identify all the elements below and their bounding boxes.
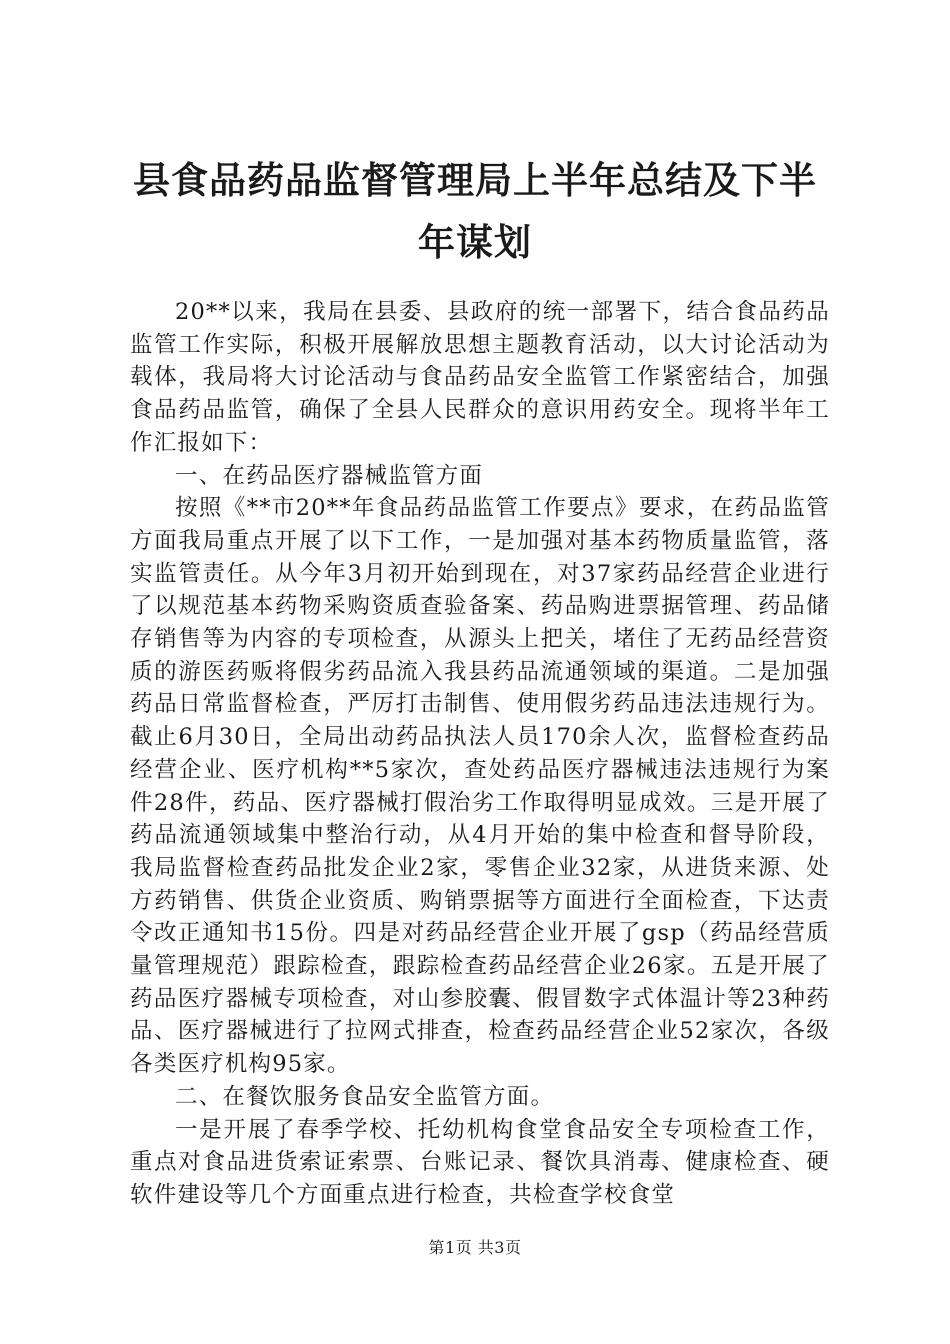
paragraph-drug-device: 按照《**市20**年食品药品监管工作要点》要求，在药品监管方面我局重点开展了以下工作，一是加强对基本药物质量监管，落实监管责任。从今年3月初开始到现在，对37家药品经营企业进行了以规范基本药物采购资质查验备案、药品购进票据管理、药品储存销售等为内容的专项检查，从源头上把关，堵住了无药品经营资质的游医药贩将假劣药品流入我县药品流通领域的渠道。二是加强药品日常监督检查，严厉打击制售、使用假劣药品违法违规行为。截止6月30日，全局出动药品执法人员170余人次，监督检查药品经营企业、医疗机构**5家次，查处药品医疗器械违法违规行为案件28件，药品、医疗器械打假治劣工作取得明显成效。三是开展了药品流通领域集中整治行动，从4月开始的集中检查和督导阶段，我局监督检查药品批发企业2家，零售企业32家，从进货来源、处方药销售、供货企业资质、购销票据等方面进行全面检查，下达责令改正通知书15份。四是对药品经营企业开展了gsp（药品经营质量管理规范）跟踪检查，跟踪检查药品经营企业26家。五是开展了药品医疗器械专项检查，对山参胶囊、假冒数字式体温计等23种药品、医疗器械进行了拉网式排查，检查药品经营企业52家次，各级各类医疗机构95家。 bbox=[130, 495, 830, 1078]
paragraph-catering: 一是开展了春季学校、托幼机构食堂食品安全专项检查工作，重点对食品进货索证索票、台账记录、餐饮具消毒、健康检查、硬软件建设等几个方面重点进行检查，共检查学校食堂 bbox=[130, 1116, 830, 1208]
paragraph-intro: 20**以来，我局在县委、县政府的统一部署下，结合食品药品监管工作实际，积极开展解放思想主题教育活动，以大讨论活动为载体，我局将大讨论活动与食品药品安全监管工作紧密结合，加强食品药品监管，确保了全县人民群众的意识用药安全。现将半年工作汇报如下： bbox=[130, 299, 830, 456]
document-body bbox=[130, 296, 830, 1212]
page-footer: 第1页 共3页 bbox=[428, 1238, 522, 1257]
section-heading-catering: 二、在餐饮服务食品安全监管方面。 bbox=[175, 1083, 555, 1110]
section-heading-drug-device: 一、在药品医疗器械监管方面 bbox=[175, 462, 484, 489]
document-title: 县食品药品监督管理局上半年总结及下半年谋划 bbox=[133, 159, 817, 264]
